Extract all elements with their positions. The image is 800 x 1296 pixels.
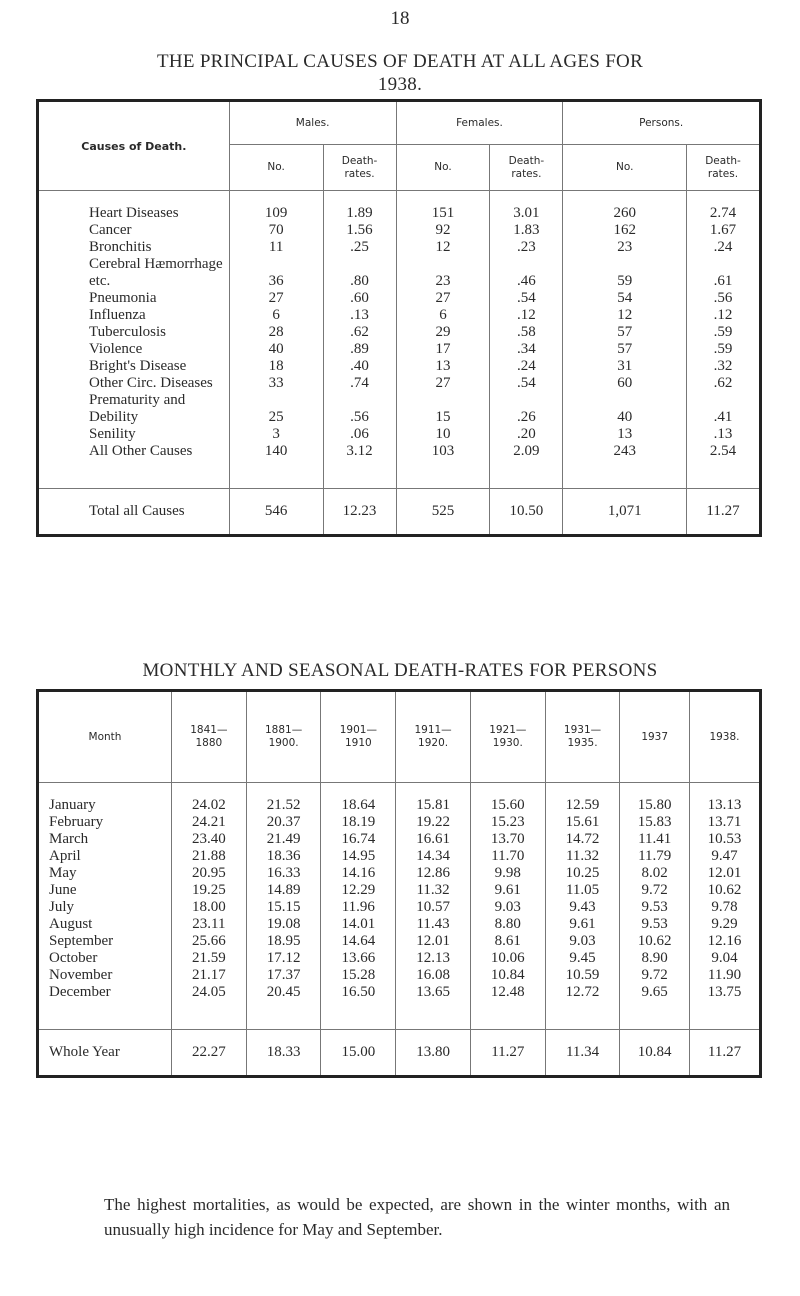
cell-p-no: 162 (563, 222, 687, 239)
rate-cell: 12.86 (396, 865, 471, 882)
causes-table-title-line1: THE PRINCIPAL CAUSES OF DEATH AT ALL AGES FOR (156, 51, 644, 72)
cell-p-no: 1,071 (563, 503, 687, 520)
cell-p-rate: .62 (687, 375, 761, 392)
cell-m-no: 33 (229, 375, 323, 392)
cell-m-no: 11 (229, 239, 323, 256)
cause-name (38, 341, 230, 358)
rate-cell: 10.62 (620, 933, 690, 950)
cell-p-no: 13 (563, 426, 687, 443)
period-header-line1: 1841— (190, 724, 228, 736)
rate-cell: 9.72 (620, 967, 690, 984)
rate-cell: 9.98 (470, 865, 545, 882)
causes-table-title (40, 50, 760, 96)
cell-p-no: 31 (563, 358, 687, 375)
period-header-line2: 1910 (344, 737, 372, 749)
month-name: November (49, 967, 113, 983)
cell-f-no: 151 (396, 205, 490, 222)
rate-cell: 9.29 (689, 916, 760, 933)
cell-p-no: 12 (563, 307, 687, 324)
period-header-line2: 1930. (492, 737, 523, 749)
rate-cell: 9.03 (545, 933, 620, 950)
cell-p-rate: 2.54 (687, 443, 761, 460)
rate-cell: 12.13 (396, 950, 471, 967)
males-header: Males. (229, 101, 396, 145)
cell-f-rate: 2.09 (490, 443, 563, 460)
cell-p-no: 57 (563, 341, 687, 358)
cell-p-rate: .56 (687, 290, 761, 307)
cause-name (38, 205, 230, 222)
cause-label: Senility (89, 426, 136, 442)
rate-cell: 9.47 (689, 848, 760, 865)
rate-cell: 10.06 (470, 950, 545, 967)
rate-cell: 8.90 (620, 950, 690, 967)
table-row (38, 797, 761, 814)
rate-cell: 17.37 (246, 967, 321, 984)
rate-cell: 18.00 (172, 899, 247, 916)
rate-cell: 10.84 (470, 967, 545, 984)
cell-m-rate: .89 (323, 341, 396, 358)
cell-p-rate: 11.27 (687, 503, 761, 520)
period-header (396, 691, 471, 783)
period-header (246, 691, 321, 783)
rate-cell: 21.88 (172, 848, 247, 865)
rate-cell: 15.00 (321, 1044, 396, 1061)
rate-cell: 15.28 (321, 967, 396, 984)
month-name: June (49, 882, 77, 898)
table-row (38, 814, 761, 831)
cell-m-rate: .74 (323, 375, 396, 392)
cell-m-no: 546 (229, 503, 323, 520)
cause-name (38, 358, 230, 375)
cause-label: Other Circ. Diseases (89, 375, 213, 391)
rate-cell: 11.27 (470, 1044, 545, 1061)
rate-cell: 9.53 (620, 916, 690, 933)
cell-f-rate: 1.83 (490, 222, 563, 239)
rate-cell: 9.04 (689, 950, 760, 967)
rate-cell: 14.16 (321, 865, 396, 882)
cell-m-no: 27 (229, 290, 323, 307)
table-row (38, 916, 761, 933)
rate-cell: 14.34 (396, 848, 471, 865)
table-row (38, 222, 761, 239)
cell-p-rate: .61 (687, 256, 761, 290)
rate-cell: 11.32 (545, 848, 620, 865)
cell-m-rate: 3.12 (323, 443, 396, 460)
cause-label: Cancer (89, 222, 132, 238)
cell-p-no: 59 (563, 256, 687, 290)
cell-m-rate: 1.56 (323, 222, 396, 239)
rate-cell: 21.52 (246, 797, 321, 814)
cell-p-rate: .13 (687, 426, 761, 443)
cell-f-rate: .24 (490, 358, 563, 375)
rate-cell: 8.80 (470, 916, 545, 933)
females-no-header: No. (396, 145, 490, 191)
rate-cell: 18.33 (246, 1044, 321, 1061)
table-row (38, 933, 761, 950)
rate-cell: 11.05 (545, 882, 620, 899)
cause-name (38, 443, 230, 460)
rate-cell: 25.66 (172, 933, 247, 950)
rate-cell: 21.59 (172, 950, 247, 967)
rate-cell: 15.15 (246, 899, 321, 916)
rate-cell: 11.70 (470, 848, 545, 865)
rate-cell: 14.64 (321, 933, 396, 950)
rate-cell: 24.21 (172, 814, 247, 831)
cell-f-no: 525 (396, 503, 490, 520)
rate-cell: 11.34 (545, 1044, 620, 1061)
rate-cell: 21.49 (246, 831, 321, 848)
rate-cell: 14.01 (321, 916, 396, 933)
cell-m-rate: .13 (323, 307, 396, 324)
cell-p-no: 23 (563, 239, 687, 256)
cell-f-no: 103 (396, 443, 490, 460)
persons-no-header: No. (563, 145, 687, 191)
rate-cell: 9.03 (470, 899, 545, 916)
rate-cell: 24.02 (172, 797, 247, 814)
cell-m-rate: .80 (323, 256, 396, 290)
rate-cell: 13.65 (396, 984, 471, 1001)
rate-cell: 15.23 (470, 814, 545, 831)
rate-cell: 12.16 (689, 933, 760, 950)
table-row (38, 967, 761, 984)
commentary-paragraph: The highest mortalities, as would be expected, are shown in the winter months, with an unusually high incidence for May and September. (104, 1195, 730, 1239)
table-row (38, 341, 761, 358)
persons-header: Persons. (563, 101, 761, 145)
cell-f-rate: .54 (490, 290, 563, 307)
rate-cell: 15.60 (470, 797, 545, 814)
rate-cell: 10.62 (689, 882, 760, 899)
cell-f-rate: .23 (490, 239, 563, 256)
period-header (470, 691, 545, 783)
rate-cell: 17.12 (246, 950, 321, 967)
period-header (545, 691, 620, 783)
cell-f-no: 6 (396, 307, 490, 324)
cell-m-no: 6 (229, 307, 323, 324)
table-row (38, 392, 761, 426)
month-name: Whole Year (49, 1044, 120, 1060)
month-name: March (49, 831, 89, 847)
rate-cell: 13.75 (689, 984, 760, 1001)
table-row (38, 831, 761, 848)
total-row (38, 503, 761, 520)
cause-name (38, 503, 230, 520)
table-row (38, 307, 761, 324)
rate-cell: 12.72 (545, 984, 620, 1001)
period-header-line1: 1931— (563, 724, 602, 736)
cell-f-no: 15 (396, 392, 490, 426)
table-row (38, 984, 761, 1001)
rate-cell: 16.74 (321, 831, 396, 848)
cause-label: Bright's Disease (89, 358, 187, 374)
period-header-line1: 1938. (709, 730, 740, 743)
females-rates-header: Death-rates. (490, 145, 563, 191)
cell-f-no: 13 (396, 358, 490, 375)
period-header-line2: 1900. (268, 737, 299, 749)
period-header (321, 691, 396, 783)
rate-cell: 8.61 (470, 933, 545, 950)
cell-f-rate: .46 (490, 256, 563, 290)
rate-cell: 15.80 (620, 797, 690, 814)
cause-name (38, 239, 230, 256)
cell-f-rate: .54 (490, 375, 563, 392)
period-header-line1: 1901— (339, 724, 377, 736)
cell-p-no: 40 (563, 392, 687, 426)
rate-cell: 23.40 (172, 831, 247, 848)
rate-cell: 10.57 (396, 899, 471, 916)
period-header-line1: 1937 (641, 730, 669, 743)
rate-cell: 13.13 (689, 797, 760, 814)
period-header-line2: 1935. (567, 737, 598, 749)
rate-cell: 9.43 (545, 899, 620, 916)
cause-label: Violence (89, 341, 143, 357)
month-name: October (49, 950, 98, 966)
cell-m-rate: .06 (323, 426, 396, 443)
rate-cell: 16.08 (396, 967, 471, 984)
cell-m-no: 28 (229, 324, 323, 341)
cell-p-rate: 2.74 (687, 205, 761, 222)
period-header-line1: 1921— (489, 724, 527, 736)
rate-cell: 15.61 (545, 814, 620, 831)
cell-p-no: 260 (563, 205, 687, 222)
period-header-line1: 1911— (414, 724, 452, 736)
month-name: May (49, 865, 77, 881)
table-row (38, 205, 761, 222)
cause-label: Total all Causes (89, 503, 185, 519)
cell-m-no: 18 (229, 358, 323, 375)
cell-m-rate: .40 (323, 358, 396, 375)
cell-m-rate: .60 (323, 290, 396, 307)
table-row (38, 950, 761, 967)
females-header: Females. (396, 101, 563, 145)
rate-cell: 13.66 (321, 950, 396, 967)
cause-name (38, 426, 230, 443)
cause-label: Heart Diseases (89, 205, 179, 221)
rate-cell: 16.61 (396, 831, 471, 848)
period-header (689, 691, 760, 783)
rate-cell: 9.53 (620, 899, 690, 916)
month-name: January (49, 797, 96, 813)
rate-cell: 18.36 (246, 848, 321, 865)
month-header: Month (88, 730, 122, 743)
table-row (38, 375, 761, 392)
cause-name (38, 375, 230, 392)
males-no-header: No. (229, 145, 323, 191)
rate-cell: 19.25 (172, 882, 247, 899)
cause-name (38, 290, 230, 307)
cause-name (38, 307, 230, 324)
cell-f-rate: 3.01 (490, 205, 563, 222)
rate-cell: 22.27 (172, 1044, 247, 1061)
cell-f-rate: .20 (490, 426, 563, 443)
rate-cell: 11.90 (689, 967, 760, 984)
cell-f-rate: .34 (490, 341, 563, 358)
table-row (38, 324, 761, 341)
month-name: September (49, 933, 114, 949)
rate-cell: 12.29 (321, 882, 396, 899)
rate-cell: 16.50 (321, 984, 396, 1001)
rate-cell: 15.81 (396, 797, 471, 814)
cause-label: Prematurity and (89, 392, 186, 408)
rate-cell: 9.72 (620, 882, 690, 899)
rate-cell: 18.19 (321, 814, 396, 831)
month-name: April (49, 848, 81, 864)
table-row (38, 426, 761, 443)
cause-name (38, 222, 230, 239)
cell-m-rate: .62 (323, 324, 396, 341)
rate-cell: 19.08 (246, 916, 321, 933)
cause-label: Tuberculosis (89, 324, 166, 340)
cell-f-no: 10 (396, 426, 490, 443)
table-row (38, 882, 761, 899)
cell-p-rate: .59 (687, 324, 761, 341)
month-name: February (49, 814, 104, 830)
cell-p-rate: .24 (687, 239, 761, 256)
table-row (38, 358, 761, 375)
rate-cell: 14.95 (321, 848, 396, 865)
cell-m-rate: .56 (323, 392, 396, 426)
rate-cell: 18.64 (321, 797, 396, 814)
cell-p-rate: .12 (687, 307, 761, 324)
cell-p-no: 57 (563, 324, 687, 341)
cell-p-no: 243 (563, 443, 687, 460)
monthly-death-rates-table (36, 689, 762, 1078)
table-row (38, 848, 761, 865)
rate-cell: 12.59 (545, 797, 620, 814)
rate-cell: 12.01 (396, 933, 471, 950)
rate-cell: 11.32 (396, 882, 471, 899)
cause-label-cont: Debility (89, 409, 139, 425)
cell-m-no: 40 (229, 341, 323, 358)
period-header (620, 691, 690, 783)
cell-f-no: 29 (396, 324, 490, 341)
rate-cell: 10.25 (545, 865, 620, 882)
rate-cell: 9.65 (620, 984, 690, 1001)
cell-p-no: 60 (563, 375, 687, 392)
cause-name (38, 256, 230, 290)
cell-p-rate: .32 (687, 358, 761, 375)
cause-label: Influenza (89, 307, 146, 323)
cell-m-no: 36 (229, 256, 323, 290)
rate-cell: 11.41 (620, 831, 690, 848)
cause-label: Bronchitis (89, 239, 152, 255)
table-row (38, 865, 761, 882)
cause-name (38, 392, 230, 426)
cell-f-rate: 10.50 (490, 503, 563, 520)
rate-cell: 18.95 (246, 933, 321, 950)
rate-cell: 9.45 (545, 950, 620, 967)
table-row (38, 290, 761, 307)
cell-m-rate: 12.23 (323, 503, 396, 520)
monthly-table-title: MONTHLY AND SEASONAL DEATH-RATES FOR PERSONS (142, 660, 658, 681)
cause-label-cont: etc. (89, 273, 111, 289)
cell-p-rate: 1.67 (687, 222, 761, 239)
cause-label: Pneumonia (89, 290, 157, 306)
cell-f-rate: .26 (490, 392, 563, 426)
rate-cell: 16.33 (246, 865, 321, 882)
rate-cell: 9.61 (470, 882, 545, 899)
month-name: August (49, 916, 93, 932)
rate-cell: 20.45 (246, 984, 321, 1001)
cause-label: All Other Causes (89, 443, 193, 459)
rate-cell: 14.72 (545, 831, 620, 848)
cell-p-rate: .41 (687, 392, 761, 426)
rate-cell: 9.78 (689, 899, 760, 916)
cell-f-no: 27 (396, 290, 490, 307)
cell-p-rate: .59 (687, 341, 761, 358)
rate-cell: 13.70 (470, 831, 545, 848)
rate-cell: 24.05 (172, 984, 247, 1001)
table-row (38, 899, 761, 916)
cell-m-no: 70 (229, 222, 323, 239)
period-header (172, 691, 247, 783)
month-name: July (49, 899, 75, 915)
rate-cell: 12.01 (689, 865, 760, 882)
whole-year-row (38, 1044, 761, 1061)
cell-f-no: 27 (396, 375, 490, 392)
rate-cell: 10.53 (689, 831, 760, 848)
rate-cell: 10.84 (620, 1044, 690, 1061)
rate-cell: 8.02 (620, 865, 690, 882)
rate-cell: 19.22 (396, 814, 471, 831)
cause-name (38, 324, 230, 341)
cell-m-rate: 1.89 (323, 205, 396, 222)
rate-cell: 11.27 (689, 1044, 760, 1061)
rate-cell: 10.59 (545, 967, 620, 984)
cell-m-rate: .25 (323, 239, 396, 256)
cell-f-no: 92 (396, 222, 490, 239)
rate-cell: 11.96 (321, 899, 396, 916)
cell-m-no: 3 (229, 426, 323, 443)
rate-cell: 12.48 (470, 984, 545, 1001)
cause-label: Cerebral Hæmorrhage (89, 256, 223, 272)
period-header-line2: 1880 (195, 737, 223, 749)
rate-cell: 13.71 (689, 814, 760, 831)
cell-f-no: 23 (396, 256, 490, 290)
rate-cell: 11.43 (396, 916, 471, 933)
persons-rates-header: Death-rates. (687, 145, 761, 191)
rate-cell: 21.17 (172, 967, 247, 984)
cell-f-rate: .58 (490, 324, 563, 341)
rate-cell: 20.37 (246, 814, 321, 831)
causes-header: Causes of Death. (81, 139, 187, 153)
table-row (38, 443, 761, 460)
page-number: 18 (390, 8, 410, 29)
cell-f-rate: .12 (490, 307, 563, 324)
period-header-line1: 1881— (264, 724, 303, 736)
rate-cell: 9.61 (545, 916, 620, 933)
cell-m-no: 25 (229, 392, 323, 426)
cell-f-no: 12 (396, 239, 490, 256)
rate-cell: 15.83 (620, 814, 690, 831)
table-row (38, 256, 761, 290)
causes-table-title-line2: 1938. (377, 74, 423, 95)
rate-cell: 11.79 (620, 848, 690, 865)
cell-m-no: 140 (229, 443, 323, 460)
month-name: December (49, 984, 111, 1000)
rate-cell: 20.95 (172, 865, 247, 882)
table-row (38, 239, 761, 256)
cell-p-no: 54 (563, 290, 687, 307)
rate-cell: 14.89 (246, 882, 321, 899)
rate-cell: 23.11 (172, 916, 247, 933)
males-rates-header: Death-rates. (323, 145, 396, 191)
cell-f-no: 17 (396, 341, 490, 358)
period-header-line2: 1920. (418, 737, 449, 749)
cell-m-no: 109 (229, 205, 323, 222)
causes-of-death-table (36, 99, 762, 537)
rate-cell: 13.80 (396, 1044, 471, 1061)
